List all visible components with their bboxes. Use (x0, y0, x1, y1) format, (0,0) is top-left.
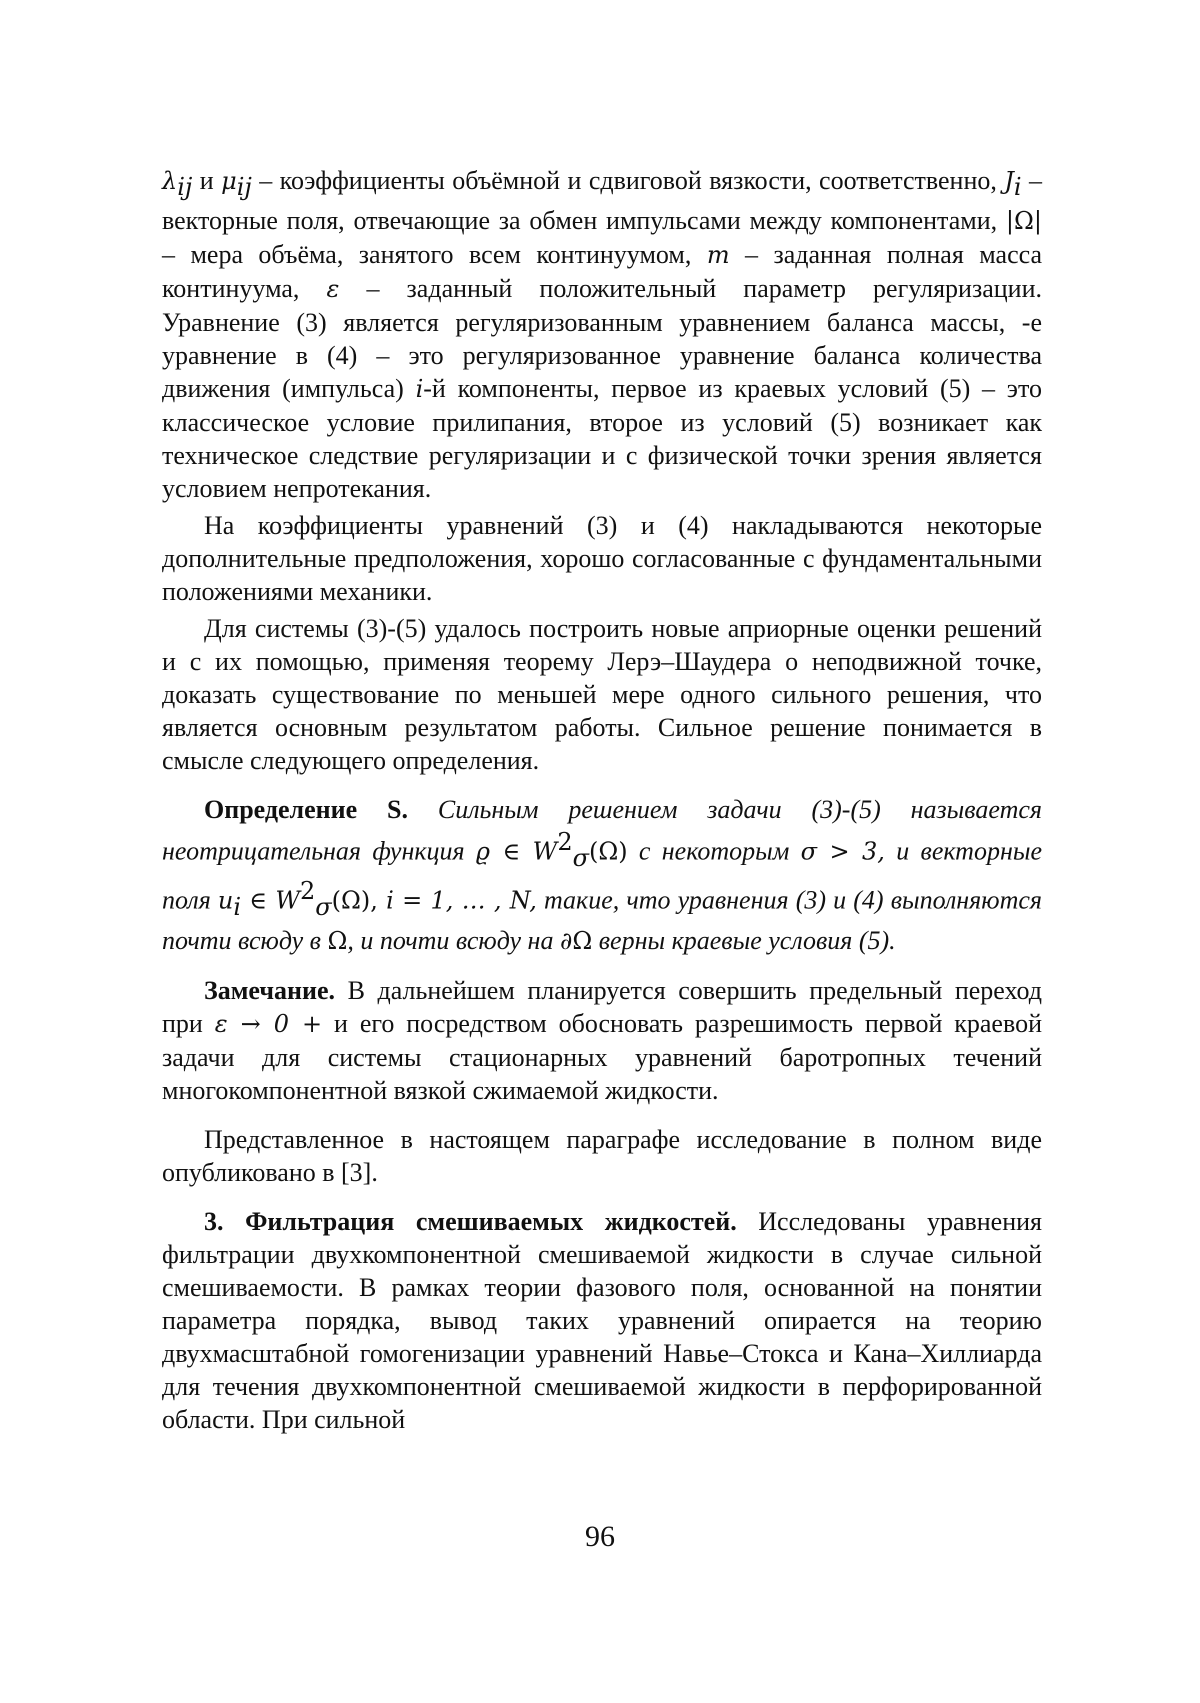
math-index-range: i = 1, … , N, (378, 887, 537, 915)
definition-block (162, 793, 1042, 958)
text: -й компоненты, первое из краевых условий (5) – это классическое условие прилипания, второе из условий (5) возникает как техническое следствие регуляризации и с физической точки зрения является условием непротекания. (162, 374, 1042, 503)
math-rho: ϱ ∈ W (476, 838, 557, 866)
math-omega: Ω (327, 927, 347, 955)
text: верны краевые условия (5). (592, 926, 895, 955)
math-m: m (707, 241, 730, 269)
remark-label: Замечание. (204, 976, 335, 1005)
text: и (192, 166, 221, 195)
math-mu: μ (221, 167, 237, 195)
text: – заданный положительный параметр регуляризации. Уравнение (3) является регуляризованным уравнением баланса массы, -е уравнение в (4) – это регуляризованное уравнение баланса количества движения (импульса) (162, 274, 1042, 403)
page-number: 96 (0, 1520, 1200, 1554)
section-3 (162, 1205, 1042, 1436)
remark-block (162, 974, 1042, 1107)
paragraph-viscosity (162, 164, 1042, 505)
text: – заданная полная масса континуума, (162, 240, 1042, 303)
math-u-tail: (Ω), (332, 887, 378, 915)
math-u-mid: ∈ W (241, 887, 300, 915)
math-rho-sub: σ (573, 844, 589, 872)
math-J-sub: i (1014, 173, 1022, 201)
math-lambda-sub: ij (177, 173, 192, 201)
text: В дальнейшем планируется совершить предельный переход при (162, 976, 1042, 1038)
text: – мера объёма, занятого всем континуумом, (162, 240, 707, 269)
math-u-sub: i (233, 893, 241, 921)
math-J: J (1004, 167, 1014, 195)
math-u-sup: 2 (300, 877, 315, 905)
text: , и почти всюду на (347, 926, 560, 955)
text: и векторные поля (162, 837, 1042, 915)
text: такие, что уравнения (3) и (4) выполняются почти всюду в (162, 886, 1042, 955)
text: – коэффициенты объёмной и сдвиговой вязкости, соответственно, (252, 166, 1004, 195)
math-omega-measure: |Ω| (1006, 207, 1042, 235)
math-i: i (416, 375, 424, 403)
math-limit: ε → 0 + (215, 1010, 322, 1038)
text: Исследованы уравнения фильтрации двухкомпонентной смешиваемой жидкости в случае сильной смешиваемости. В рамках теории фазового поля, основанной на понятии параметра порядка, вывод таких уравнений опирается на теорию двухмасштабной гомогенизации уравнений Навье–Стокса и Кана–Хиллиарда для течения двухкомпонентной смешиваемой жидкости в перфорированной области. При сильной (162, 1207, 1042, 1434)
paragraph-result: Для системы (3)-(5) удалось построить новые априорные оценки решений и с их помощью, применяя теорему Лерэ–Шаудера о неподвижной точке, доказать существование по меньшей мере одного сильного решения, что является основным результатом работы. Сильное решение понимается в смысле следующего определения. (162, 612, 1042, 777)
text: с некоторым (628, 837, 801, 866)
section-3-heading: 3. Фильтрация смешиваемых жидкостей. (204, 1207, 737, 1236)
math-boundary: ∂Ω (560, 927, 592, 955)
definition-label: Определение S. (204, 795, 408, 824)
math-rho-sup: 2 (557, 828, 572, 856)
text: и его посредством обосновать разрешимость первой краевой задачи для системы стационарных уравнений баротропных течений многокомпонентной вязкой сжимаемой жидкости. (162, 1009, 1042, 1105)
paragraph-publication: Представленное в настоящем параграфе исследование в полном виде опубликовано в [3]. (162, 1123, 1042, 1189)
text: – векторные поля, отвечающие за обмен импульсами между компонентами, (162, 166, 1042, 235)
math-mu-sub: ij (237, 173, 252, 201)
math-u-sub2: σ (315, 893, 331, 921)
text: Сильным решением задачи (3)-(5) называется неотрицательная функция (162, 795, 1042, 866)
math-u: u (218, 887, 233, 915)
math-lambda: λ (162, 167, 177, 195)
paragraph-assumptions: На коэффициенты уравнений (3) и (4) накладываются некоторые дополнительные предположения, хорошо согласованные с фундаментальными положениями механики. (162, 509, 1042, 608)
page-body (162, 164, 1042, 1436)
math-eps: ε (326, 275, 339, 303)
math-sigma: σ > 3, (801, 838, 885, 866)
math-rho-tail: (Ω) (589, 838, 628, 866)
